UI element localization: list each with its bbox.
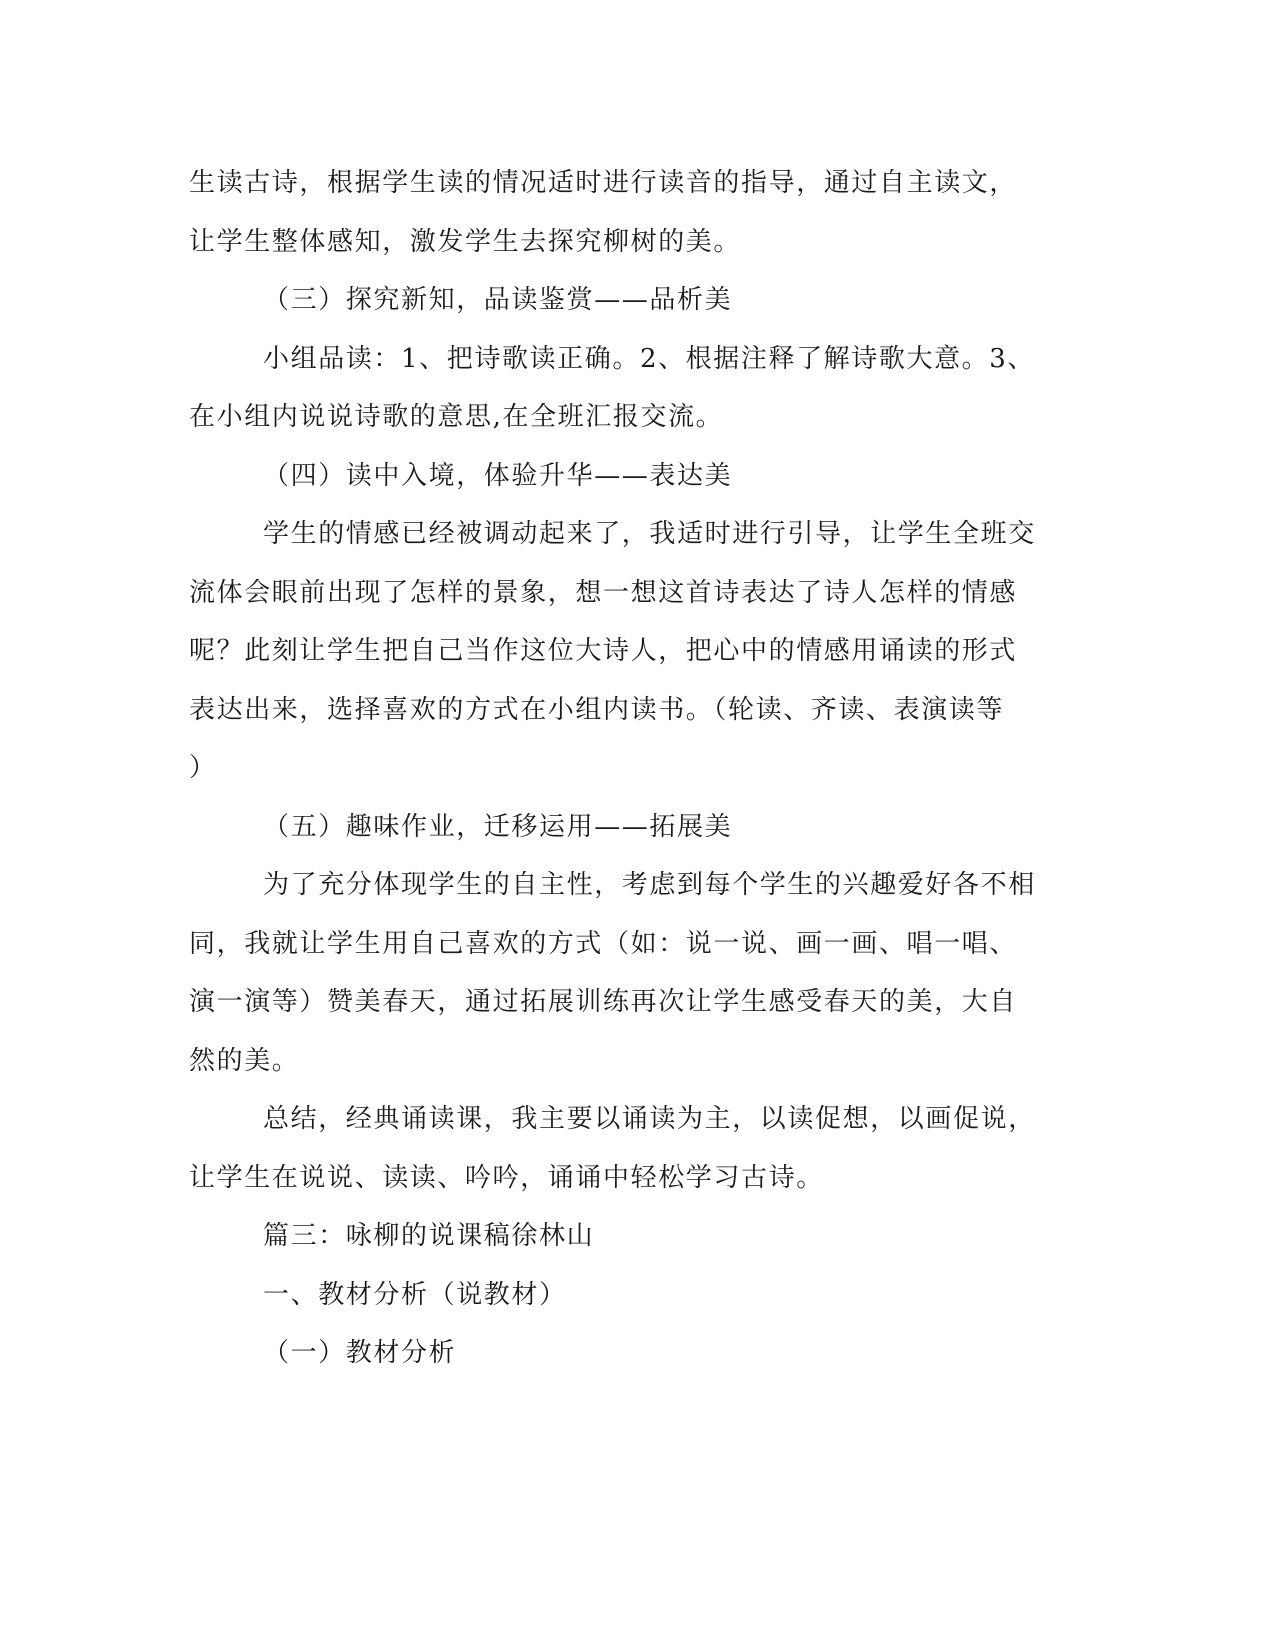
- section-heading: （五）趣味作业，迁移运用——拓展美: [263, 812, 733, 842]
- section-heading: （一）教材分析: [263, 1338, 457, 1368]
- body-text-line: ）: [189, 753, 217, 783]
- body-text-line: 总结，经典诵读课，我主要以诵读为主，以读促想，以画促说，: [263, 1104, 1036, 1134]
- section-heading: 一、教材分析（说教材）: [263, 1280, 567, 1310]
- body-text-line: 在小组内说说诗歌的意思,在全班汇报交流。: [189, 402, 724, 432]
- body-text-line: 让学生整体感知，激发学生去探究柳树的美。: [189, 227, 742, 257]
- section-heading: 篇三：咏柳的说课稿徐林山: [263, 1221, 595, 1251]
- section-heading: （三）探究新知，品读鉴赏——品析美: [263, 285, 733, 315]
- body-text-line: 呢？此刻让学生把自己当作这位大诗人，把心中的情感用诵读的形式: [189, 636, 1018, 666]
- body-text-line: 为了充分体现学生的自主性，考虑到每个学生的兴趣爱好各不相: [263, 870, 1036, 900]
- body-text-line: 学生的情感已经被调动起来了，我适时进行引导，让学生全班交: [263, 519, 1036, 549]
- section-heading: （四）读中入境，体验升华——表达美: [263, 461, 733, 491]
- body-text-line: 表达出来，选择喜欢的方式在小组内读书。（轮读、齐读、表演读等: [189, 695, 1005, 725]
- body-text-line: 让学生在说说、读读、吟吟，诵诵中轻松学习古诗。: [189, 1163, 824, 1193]
- body-text-line: 演一演等）赞美春天，通过拓展训练再次让学生感受春天的美，大自: [189, 987, 1018, 1017]
- body-text-line: 同，我就让学生用自己喜欢的方式（如：说一说、画一画、唱一唱、: [189, 929, 1018, 959]
- body-text-line: 流体会眼前出现了怎样的景象，想一想这首诗表达了诗人怎样的情感: [189, 578, 1018, 608]
- body-text-line: 生读古诗，根据学生读的情况适时进行读音的指导，通过自主读文，: [189, 168, 1018, 198]
- body-text-line: 然的美。: [189, 1046, 300, 1076]
- body-text-line: 小组品读：1、把诗歌读正确。2、根据注释了解诗歌大意。3、: [263, 344, 1036, 374]
